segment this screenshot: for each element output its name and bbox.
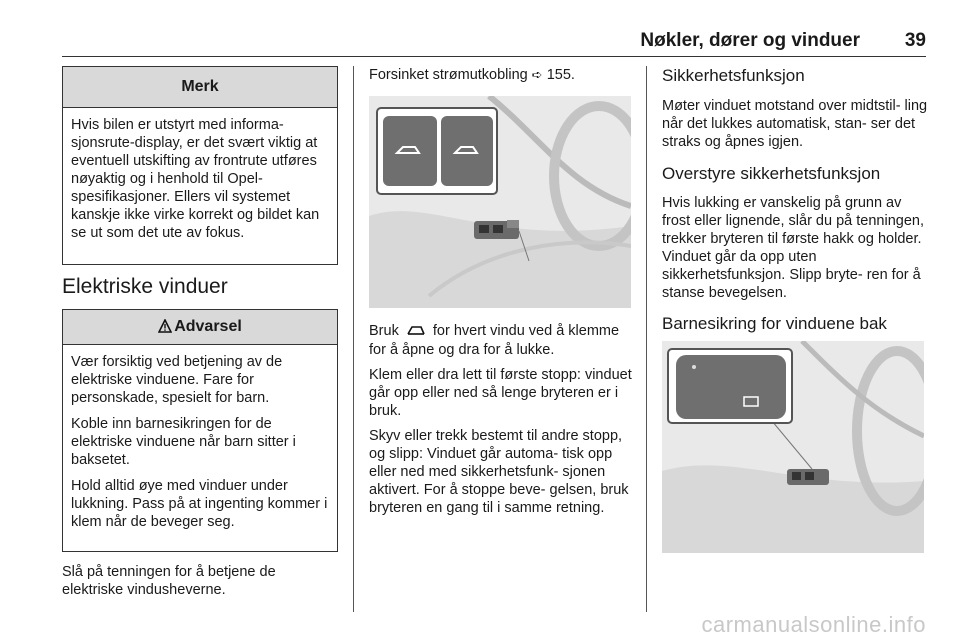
first-stop-text: Klem eller dra lett til første stopp: vinduet går opp eller ned så lenge bryteren er i bruk.	[369, 367, 632, 419]
second-stop-text: Skyv eller trekk bestemt til andre stopp, og slipp: Vinduet går automa- tisk opp eller ned med sikkerhetsfunk- sjonen aktivert. For å stoppe beve- gelsen, bruk bryteren en gang til i samme retning.	[369, 428, 629, 516]
safety-heading: Sikkerhetsfunksjon	[662, 66, 805, 85]
page-ref-arrow-icon: ➪	[531, 68, 543, 83]
child-lock-photo	[662, 341, 924, 553]
window-switch-icon	[406, 323, 426, 341]
warning-title: Advarsel	[174, 318, 242, 335]
child-lock-heading: Barnesikring for vinduene bak	[662, 314, 887, 333]
column-divider	[646, 66, 647, 612]
note-title: Merk	[63, 67, 337, 108]
ignition-paragraph: Slå på tenningen for å betjene de elektriske vindusheverne.	[62, 564, 276, 598]
warning-box	[62, 309, 338, 552]
note-box	[62, 66, 338, 265]
override-heading: Overstyre sikkerhetsfunksjon	[662, 164, 881, 183]
window-switch-illustration	[369, 96, 631, 308]
override-text	[662, 194, 932, 309]
child-lock-illustration	[662, 341, 924, 553]
column2-body	[369, 322, 639, 524]
use-text: Bruk	[369, 323, 399, 339]
intro-page-ref: 155.	[546, 67, 575, 83]
window-switch-photo	[369, 96, 631, 308]
use-text-cont: for hvert vindu ved å klemme for å åpne og dra for å lukke.	[369, 323, 620, 358]
override-paragraph: Hvis lukking er vanskelig på grunn av frost eller lignende, slår du på tenningen, trekker bryteren til første hakk og holder. Vinduet går da opp uten sikkerhetsfunksjon. Slipp bryte- ren for å stanse bevegelsen.	[662, 195, 924, 301]
column-divider	[353, 66, 354, 612]
intro-text: Forsinket strømutkobling	[369, 67, 528, 83]
intro-line	[369, 66, 635, 85]
watermark: carmanualsonline.info	[701, 612, 926, 637]
warning-triangle-icon	[158, 312, 172, 346]
page-header	[62, 30, 926, 56]
warning-body	[63, 345, 337, 531]
safety-paragraph: Møter vinduet motstand over midtstil- ling når det lukkes automatisk, stan- ser det straks og åpnes igjen.	[662, 98, 928, 150]
warning-paragraph: Vær forsiktig ved betjening av de elektriske vinduene. Fare for personskade, spesielt for barn.	[71, 354, 283, 406]
note-text: Hvis bilen er utstyrt med informa- sjonsrute-display, er det svært viktig at eventuell utskifting av frontrute utføres nøyaktig og i henhold til Opel-spesifikasjoner. Ellers vil systemet kanskje ikke virke korrekt og bildet kan se ut som det ute av fokus.	[71, 117, 320, 241]
header-title: Nøkler, dører og vinduer	[640, 30, 860, 51]
warning-header	[63, 310, 337, 345]
note-body	[63, 108, 337, 242]
section-title: Elektriske vinduer	[62, 275, 228, 298]
warning-paragraph: Koble inn barnesikringen for de elektriske vinduene når barn sitter i baksetet.	[71, 416, 296, 468]
page-number: 39	[904, 30, 926, 51]
warning-paragraph: Hold alltid øye med vinduer under lukkning. Pass på at ingenting kommer i klem når de beveger seg.	[71, 478, 328, 530]
header-rule	[62, 56, 926, 57]
ignition-text	[62, 563, 340, 606]
safety-text	[662, 97, 932, 158]
